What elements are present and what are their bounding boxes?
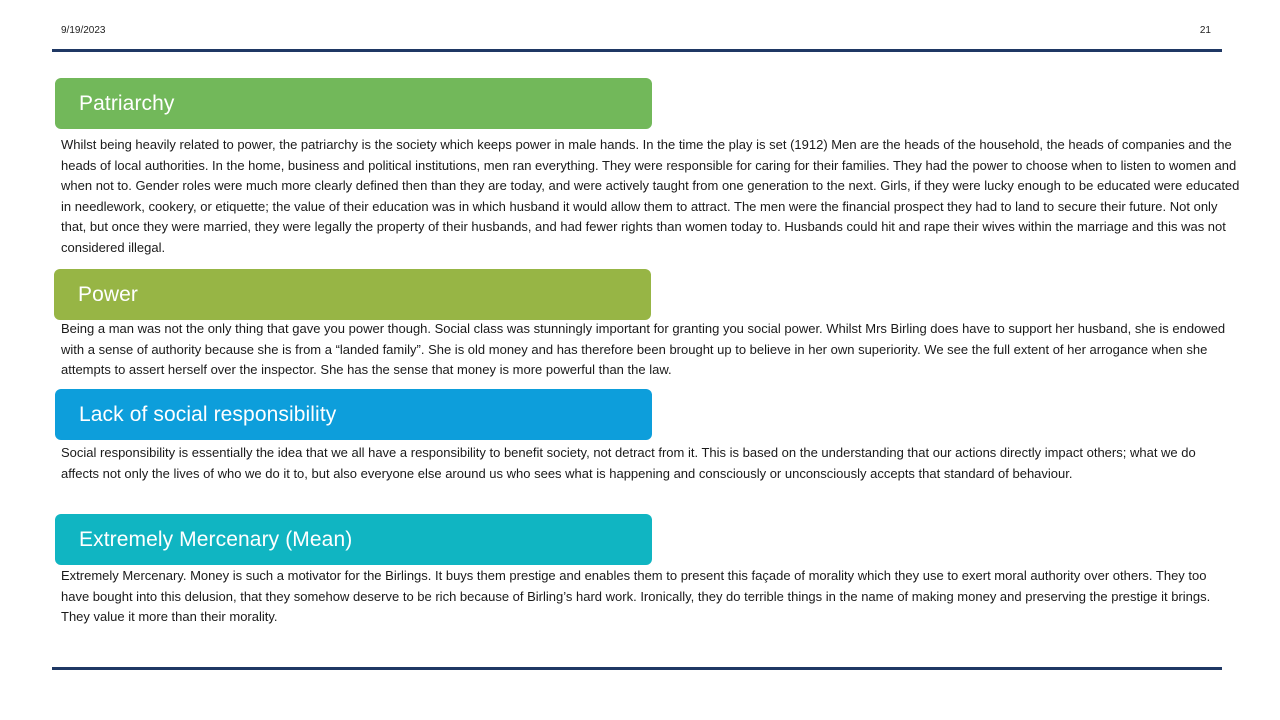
section-body-power: Being a man was not the only thing that gave you power though. Social class was stunningly important for granting you social power. Whilst Mrs Birling does have to support her husband, she is endowed with a sense of authority because she is from a “landed family”. She is old money and has therefore been brought up to believe in her own superiority. We see the full extent of her arrogance when she attempts to assert herself over the inspector. She has the sense that money is more powerful than the law. (61, 321, 1226, 377)
slide-page-number: 21 (1199, 25, 1211, 36)
section-body-mercenary: Extremely Mercenary. Money is such a motivator for the Birlings. It buys them prestige and enables them to present this façade of morality which they use to exert moral authority over others. They too have bought into this delusion, that they somehow deserve to be rich because of Birling’s hard work. Ironically, they do terrible things in the name of making money and preserving the prestige it brings. They value it more than their morality. (61, 568, 1211, 624)
section-title: Lack of social responsibility (79, 402, 337, 426)
bottom-divider (52, 667, 1222, 670)
section-header-power (54, 269, 651, 320)
section-body-social-responsibility: Social responsibility is essentially the idea that we all have a responsibility to benefit society, not detract from it. This is based on the understanding that our actions directly impact others; what we do affects not only the lives of who we do it to, but also everyone else around us who sees what is happening and consciously or unconsciously accepts that standard of behaviour. (61, 445, 1196, 481)
section-header-mercenary (55, 514, 652, 565)
slide-date: 9/19/2023 (61, 25, 106, 36)
section-title: Patriarchy (79, 91, 175, 115)
section-title: Extremely Mercenary (Mean) (79, 527, 353, 551)
section-title: Power (78, 282, 139, 306)
section-header-patriarchy (55, 78, 652, 129)
section-header-social-responsibility (55, 389, 652, 440)
section-body-patriarchy: Whilst being heavily related to power, the patriarchy is the society which keeps power in male hands. In the time the play is set (1912) Men are the heads of the household, the heads of companies and the heads of local authorities. In the home, business and political institutions, men ran everything. They were responsible for caring for their families. They had the power to choose when to listen to women and when not to. Gender roles were much more clearly defined then than they are today, and were actively taught from one generation to the next. Girls, if they were lucky enough to be educated were educated in needlework, cookery, or etiquette; the value of their education was in which husband it would allow them to attract. The men were the financial prospect they had to land to secure their future. Not only that, but once they were married, they were legally the property of their husbands, and had fewer rights than women today to. Husbands could hit and rape their wives within the marriage and this was not considered illegal. (61, 137, 1240, 255)
top-divider (52, 49, 1222, 52)
